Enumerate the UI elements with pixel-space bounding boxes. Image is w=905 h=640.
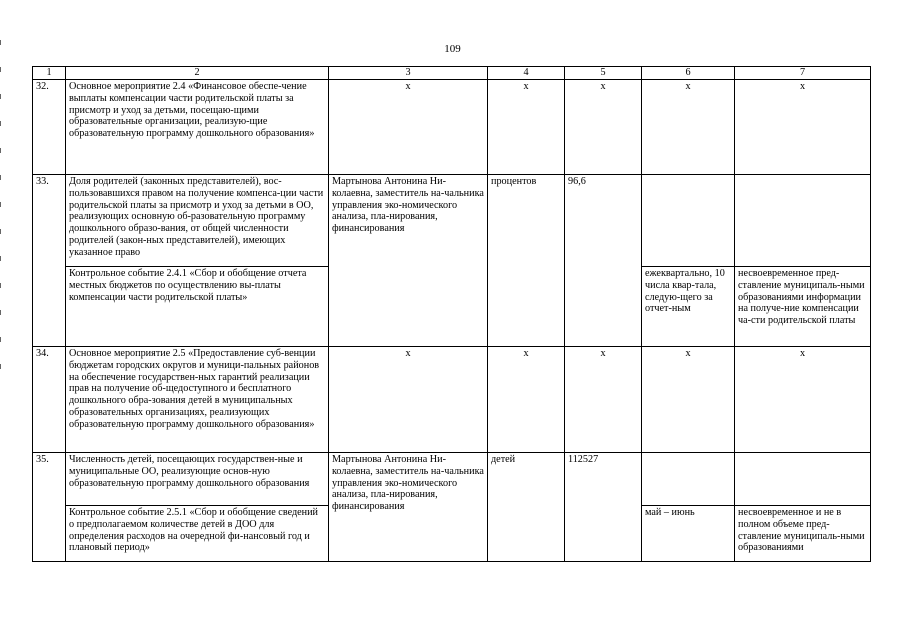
page-number: 109	[444, 43, 461, 55]
table-row-34	[33, 347, 871, 453]
row-number: 34.	[33, 347, 66, 453]
header-col-5: 5	[565, 67, 642, 80]
plan-table	[32, 66, 871, 562]
unit-cell: х	[488, 347, 565, 453]
table-row-33	[33, 175, 871, 267]
deadline-cell: май – июнь	[642, 506, 735, 562]
indicator-description: Численность детей, посещающих государствен-ные и муниципальные ОО, реализующие основ-ную образовательную программу дошкольного образования	[66, 453, 329, 506]
responsible-person: Мартынова Антонина Ни-колаевна, заместитель на-чальника управления эко-номического анализа, пла-нирования, финансирования	[329, 175, 488, 347]
risk-cell: х	[735, 347, 871, 453]
table-row-32	[33, 80, 871, 175]
unit-cell: х	[488, 80, 565, 175]
row-number: 35.	[33, 453, 66, 562]
value-cell: х	[565, 347, 642, 453]
header-col-1: 1	[33, 67, 66, 80]
header-col-6: 6	[642, 67, 735, 80]
risk-cell: несвоевременное пред-ставление муниципаль-ными образованиями информации на получе-ние компенсации ча-сти родительской платы	[735, 267, 871, 347]
responsible-cell: х	[329, 347, 488, 453]
control-event-description: Контрольное событие 2.4.1 «Сбор и обобщение отчета местных бюджетов по осуществлению вы-платы компенсации части родительской платы»	[66, 267, 329, 347]
activity-description: Основное мероприятие 2.4 «Финансовое обеспе-чение выплаты компенсации части родительской платы за присмотр и уход за детьми, посещаю-щими образовательные организации, реализую-щие образовательную программу дошкольного образования»	[66, 80, 329, 175]
deadline-cell: ежеквартально, 10 числа квар-тала, следую-щего за отчет-ным	[642, 267, 735, 347]
value-cell: 112527	[565, 453, 642, 562]
unit-cell: процентов	[488, 175, 565, 347]
row-number: 33.	[33, 175, 66, 347]
row-number: 32.	[33, 80, 66, 175]
scan-margin-marks	[0, 40, 2, 400]
value-cell: 96,6	[565, 175, 642, 347]
header-col-3: 3	[329, 67, 488, 80]
header-col-4: 4	[488, 67, 565, 80]
activity-description: Основное мероприятие 2.5 «Предоставление суб-венции бюджетам городских округов и муници-пальных районов на обеспечение государствен-ных гарантий реализации прав на получение об-щедоступного и бесплатного дошкольного обра-зования детей в муниципальных образовательных организациях, реализующих образовательную программу дошкольного образования»	[66, 347, 329, 453]
responsible-cell: х	[329, 80, 488, 175]
deadline-cell: х	[642, 347, 735, 453]
unit-cell: детей	[488, 453, 565, 562]
control-event-description: Контрольное событие 2.5.1 «Сбор и обобщение сведений о предполагаемом количестве детей в ДОО для определения расходов на очередной фи-нансовый год и плановый период»	[66, 506, 329, 562]
responsible-person: Мартынова Антонина Ни-колаевна, заместитель на-чальника управления эко-номического анализа, пла-нирования, финансирования	[329, 453, 488, 562]
indicator-description: Доля родителей (законных представителей), вос-пользовавшихся правом на получение компенса-ции части родительской платы за присмотр и уход за детьми в ОО, реализующих основную об-разовательную программу дошкольного образо-вания, от общей численности родителей (закон-ных представителей), имеющих указанное право	[66, 175, 329, 267]
header-col-7: 7	[735, 67, 871, 80]
risk-cell: х	[735, 80, 871, 175]
risk-cell: несвоевременное и не в полном объеме пред-ставление муниципаль-ными образованиями	[735, 506, 871, 562]
header-col-2: 2	[66, 67, 329, 80]
empty-cell	[642, 175, 735, 267]
header-row	[33, 67, 871, 80]
empty-cell	[642, 453, 735, 506]
value-cell: х	[565, 80, 642, 175]
table-row-35	[33, 453, 871, 506]
empty-cell	[735, 175, 871, 267]
empty-cell	[735, 453, 871, 506]
deadline-cell: х	[642, 80, 735, 175]
